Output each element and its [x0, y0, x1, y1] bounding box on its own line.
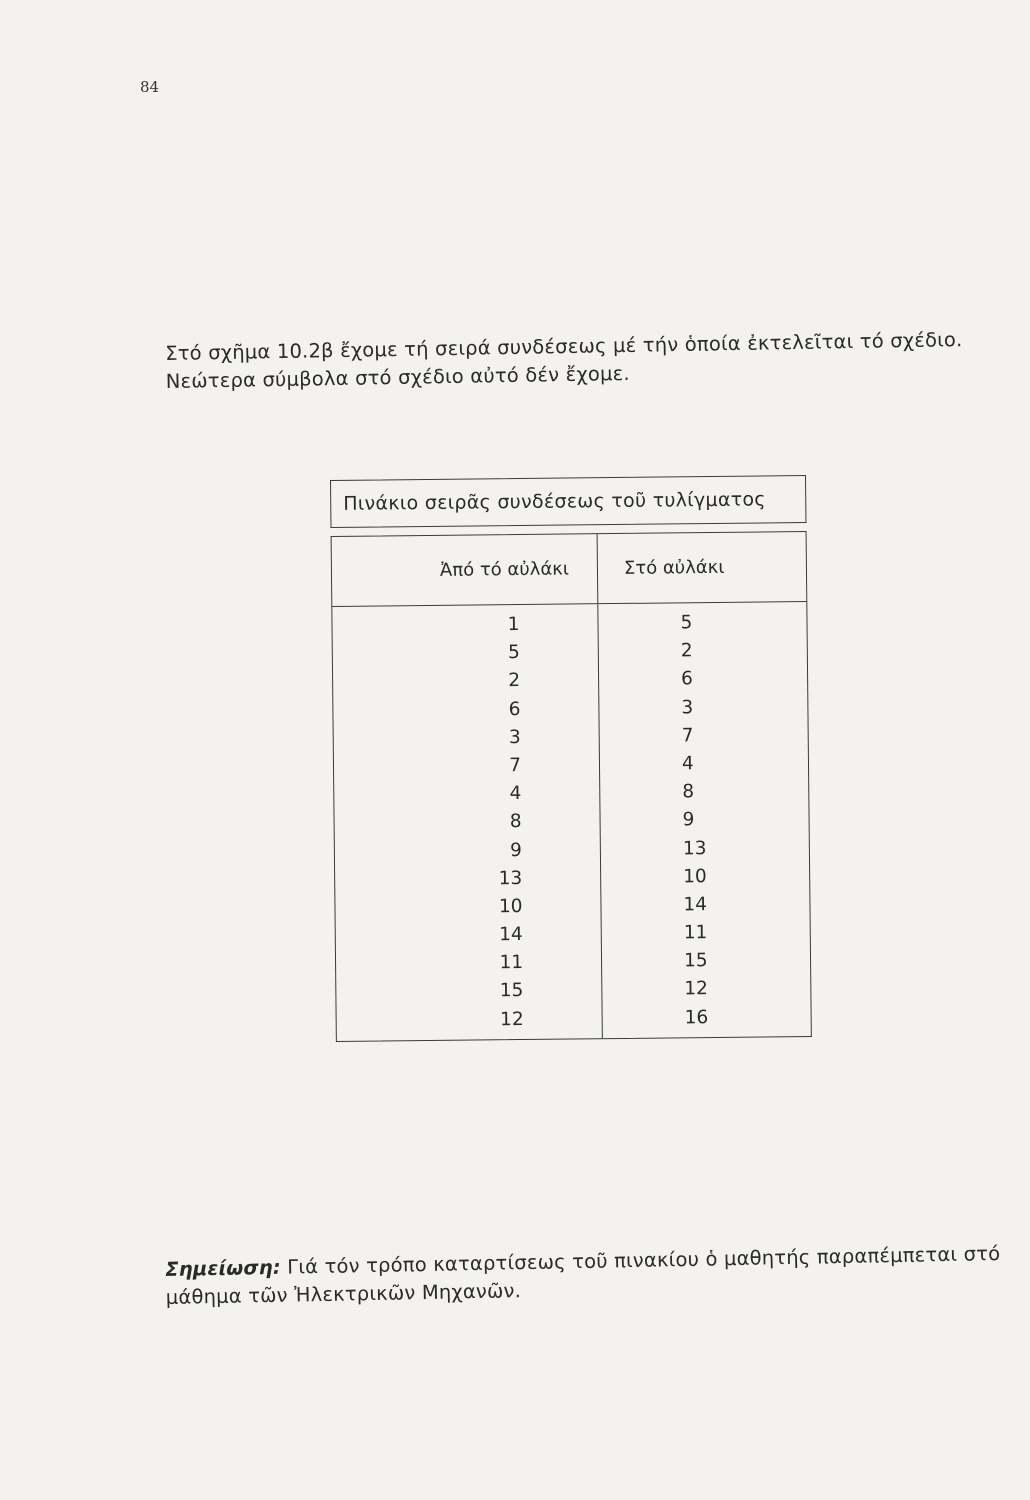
note-label: Σημείωση:	[165, 1255, 282, 1281]
header-from-slot: Ἀπό τό αὐλάκι	[332, 534, 599, 606]
from-slot-cell: 15	[499, 980, 524, 1002]
table-body	[331, 531, 812, 1042]
from-slot-cell: 1	[507, 614, 520, 636]
from-slot-cell: 7	[509, 754, 522, 777]
to-slot-column	[598, 602, 811, 1038]
from-slot-column	[332, 604, 603, 1041]
from-slot-cell: 12	[500, 1008, 524, 1030]
intro-line-2: Νεώτερα σύμβολα στό σχέδιο αὐτό δέν ἔχομε.	[165, 361, 630, 393]
intro-paragraph	[165, 326, 996, 396]
to-slot-cell: 13	[682, 837, 707, 859]
table-header-row	[332, 532, 807, 607]
to-slot-cell: 4	[681, 753, 694, 775]
header-to-slot: Στό αὐλάκι	[623, 556, 725, 579]
from-slot-cell: 11	[499, 952, 524, 974]
from-slot-cell: 14	[499, 924, 523, 946]
connection-table	[330, 475, 812, 1042]
from-slot-cell: 2	[508, 670, 521, 692]
note-line-2: μάθημα τῶν Ἠλεκτρικῶν Μηχανῶν.	[165, 1279, 522, 1309]
from-slot-cell: 13	[498, 867, 523, 889]
page-number: 84	[140, 78, 160, 96]
note-paragraph	[165, 1240, 1006, 1312]
from-slot-cell: 5	[507, 642, 520, 664]
to-slot-cell: 5	[680, 612, 693, 634]
from-slot-cell: 10	[498, 895, 523, 918]
to-slot-cell: 16	[684, 1006, 709, 1028]
intro-line-1: Στό σχῆμα 10.2β ἔχομε τή σειρά συνδέσεως μέ τήν ὁποία ἐκτελεῖται τό σχέδιο.	[165, 328, 963, 365]
to-slot-cell: 6	[680, 668, 693, 690]
to-slot-cell: 8	[682, 781, 695, 803]
table-data-area	[332, 602, 811, 1041]
table-title: Πινάκιο σειρᾶς συνδέσεως τοῦ τυλίγματος	[330, 475, 806, 528]
from-slot-cell: 3	[508, 726, 521, 748]
to-slot-cell: 7	[681, 724, 694, 747]
to-slot-cell: 12	[684, 978, 709, 1000]
to-slot-cell: 14	[683, 893, 708, 916]
to-slot-cell: 3	[681, 696, 694, 718]
to-slot-cell: 2	[680, 640, 693, 662]
note-text: Γιά τόν τρόπο καταρτίσεως τοῦ πινακίου ὁ μαθητής παραπέμπεται στό	[280, 1241, 1001, 1279]
from-slot-cell: 6	[508, 698, 521, 720]
to-slot-cell: 10	[683, 865, 707, 888]
to-slot-cell: 15	[683, 950, 708, 972]
to-slot-cell: 11	[683, 922, 708, 944]
from-slot-cell: 4	[509, 783, 522, 805]
from-slot-cell: 8	[509, 811, 522, 833]
to-slot-cell: 9	[682, 809, 695, 831]
from-slot-cell: 9	[509, 839, 522, 861]
